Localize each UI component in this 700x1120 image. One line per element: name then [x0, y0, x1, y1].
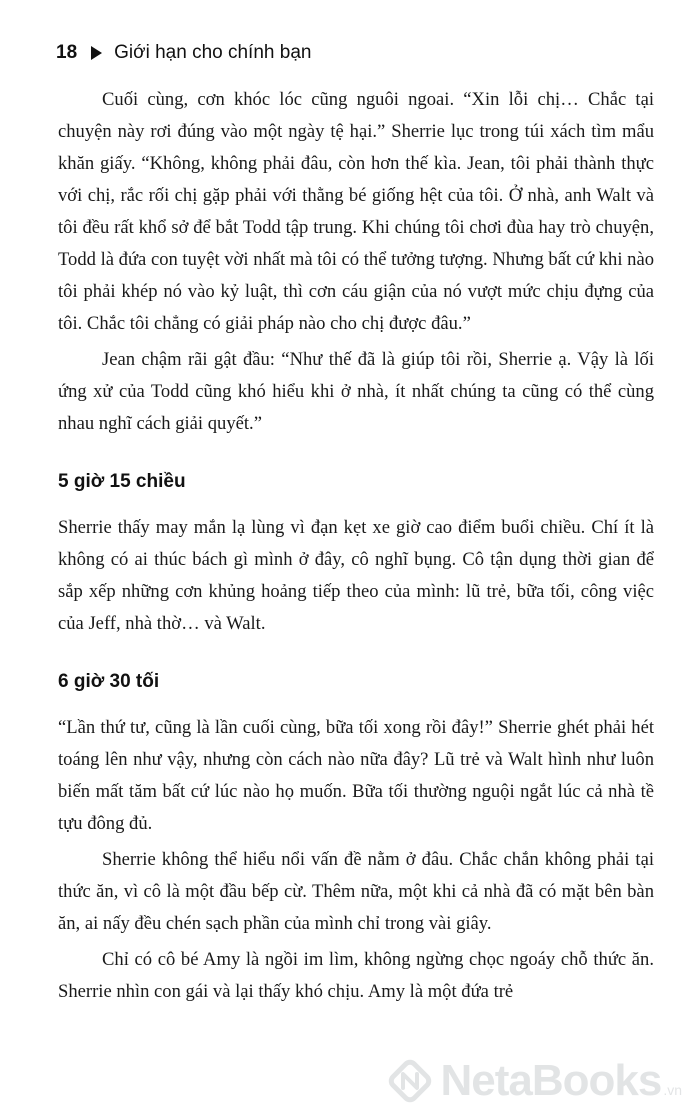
play-arrow-icon: [91, 46, 102, 60]
paragraph-5: Sherrie không thể hiểu nổi vấn đề nằm ở đâu. Chắc chắn không phải tại thức ăn, vì cô là một đầu bếp cừ. Thêm nữa, một khi cả nhà đã có mặt bên bàn ăn, ai nấy đều chén sạch phần của mình chỉ trong vài giây.: [58, 849, 654, 934]
netabooks-logo-icon: [386, 1057, 434, 1105]
section-heading-5-15pm: 5 giờ 15 chiều: [58, 471, 186, 492]
paragraph-2: Jean chậm rãi gật đầu: “Như thế đã là giúp tôi rồi, Sherrie ạ. Vậy là lối ứng xử của Todd cũng khó hiểu khi ở nhà, ít nhất chúng ta cũng có thể cùng nhau nghĩ cách giải quyết.”: [58, 349, 654, 434]
body-text: [58, 84, 654, 1012]
paragraph-3: Sherrie thấy may mắn lạ lùng vì đạn kẹt xe giờ cao điểm buổi chiều. Chí ít là không có ai thúc bách gì mình ở đây, cô nghĩ bụng. Cô tận dụng thời gian để sắp xếp những cơn khủng hoảng tiếp theo của mình: lũ trẻ, bữa tối, công việc của Jeff, nhà thờ… và Walt.: [58, 517, 654, 634]
paragraph-1: Cuối cùng, cơn khóc lóc cũng nguôi ngoai. “Xin lỗi chị… Chắc tại chuyện này rơi đúng vào một ngày tệ hại.” Sherrie lục trong túi xách tìm mẩu khăn giấy. “Không, không phải đâu, còn hơn thế kìa. Jean, tôi phải thành thực với chị, rắc rối chị gặp phải với thằng bé giống hệt của tôi. Ở nhà, anh Walt và tôi đều rất khổ sở để bắt Todd tập trung. Khi chúng tôi chơi đùa hay trò chuyện, Todd là đứa con tuyệt vời nhất mà tôi có thể tưởng tượng. Nhưng bất cứ khi nào tôi phải khép nó vào kỷ luật, thì cơn cáu giận của nó vượt mức chịu đựng của tôi. Chắc tôi chẳng có giải pháp nào cho chị được đâu.”: [58, 89, 654, 334]
paragraph-4: “Lần thứ tư, cũng là lần cuối cùng, bữa tối xong rồi đây!” Sherrie ghét phải hét toáng lên như vậy, nhưng còn cách nào nữa đây? Lũ trẻ và Walt hình như luôn biến mất tăm bất cứ lúc nào họ muốn. Bữa tối thường nguội ngắt lúc cả nhà tề tựu đông đủ.: [58, 717, 654, 834]
watermark-text: NetaBooks: [440, 1056, 662, 1105]
paragraph-6: Chỉ có cô bé Amy là ngồi im lìm, không ngừng chọc ngoáy chỗ thức ăn. Sherrie nhìn con gái và lại thấy khó chịu. Amy là một đứa trẻ: [58, 949, 654, 1002]
running-head: [56, 42, 311, 64]
chapter-title: Giới hạn cho chính bạn: [114, 42, 312, 63]
page-number: 18: [56, 42, 78, 63]
watermark: [386, 1056, 682, 1106]
section-heading-6-30pm: 6 giờ 30 tối: [58, 671, 160, 692]
watermark-suffix: .vn: [663, 1082, 682, 1098]
